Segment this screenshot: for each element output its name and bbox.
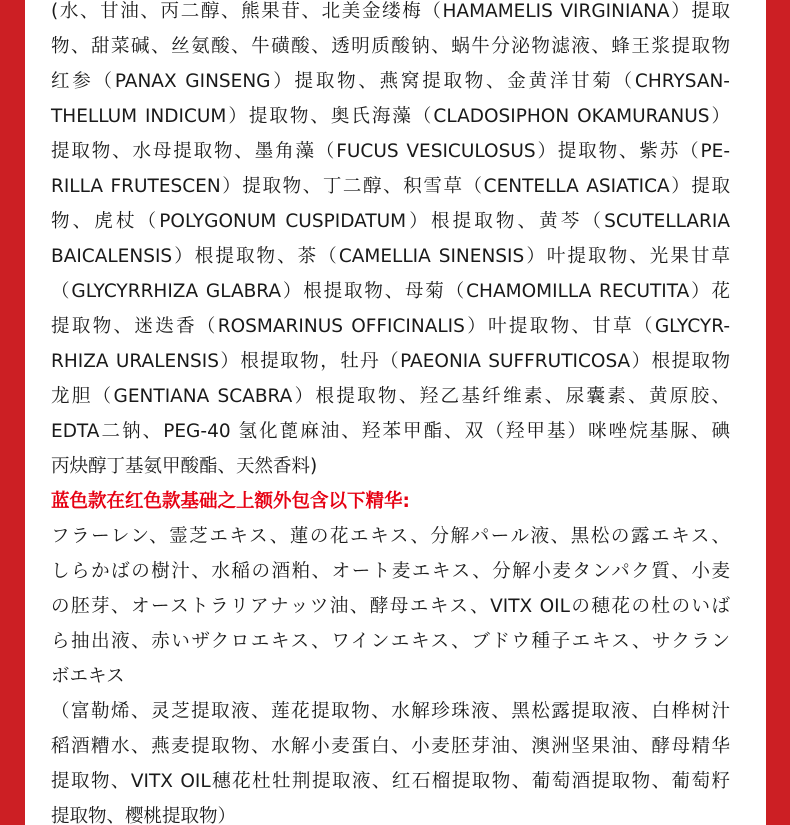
ingredient-line: 丙炔醇丁基氨甲酸酯、天然香料) [51, 456, 318, 477]
ingredient-line-jp: フラーレン、霊芝エキス、蓮の花エキス、分解パール液、黒松の露エキス、 [51, 526, 730, 547]
ingredient-line-jp: しらかばの樹汁、水稲の酒粕、オート麦エキス、分解小麦タンパク質、小麦 [51, 561, 730, 582]
ingredient-line-jp: の胚芽、オーストラリアナッツ油、酵母エキス、VITX OILの穂花の杜のいば [51, 596, 730, 617]
ingredient-line: BAICALENSIS）根提取物、茶（CAMELLIA SINENSIS）叶提取物、光果甘草 [51, 246, 730, 267]
ingredient-line: 红参（PANAX GINSENG）提取物、燕窝提取物、金黄洋甘菊（CHRYSAN- [51, 71, 730, 92]
ingredient-line-jp: ら抽出液、赤いザクロエキス、ワインエキス、ブドウ種子エキス、サクラン [51, 631, 730, 652]
ingredient-line: EDTA二钠、PEG-40 氢化蓖麻油、羟苯甲酯、双（羟甲基）咪唑烷基脲、碘 [51, 421, 730, 442]
ingredient-line: 物、虎杖（POLYGONUM CUSPIDATUM）根提取物、黄芩（SCUTELLARIA [51, 211, 730, 232]
ingredient-line: 提取物、迷迭香（ROSMARINUS OFFICINALIS）叶提取物、甘草（GLYCYR- [51, 316, 730, 337]
ingredient-line: 提取物、水母提取物、墨角藻（FUCUS VESICULOSUS）提取物、紫苏（PE- [51, 141, 730, 162]
ingredient-line: 龙胆（GENTIANA SCABRA）根提取物、羟乙基纤维素、尿囊素、黄原胶、 [51, 386, 730, 407]
ingredient-line-cn: 提取物、VITX OIL穗花杜牡荆提取液、红石榴提取物、葡萄酒提取物、葡萄籽 [51, 771, 730, 792]
ingredient-line: THELLUM INDICUM）提取物、奥氏海藻（CLADOSIPHON OKAMURANUS） [51, 106, 730, 127]
ingredient-line: RHIZA URALENSIS）根提取物，牡丹（PAEONIA SUFFRUTICOSA）根提取物 [51, 351, 730, 372]
ingredient-line: RILLA FRUTESCEN）提取物、丁二醇、积雪草（CENTELLA ASIATICA）提取 [51, 176, 730, 197]
ingredient-line-cn: 稻酒糟水、燕麦提取物、水解小麦蛋白、小麦胚芽油、澳洲坚果油、酵母精华 [51, 736, 730, 757]
blue-variant-heading: 蓝色款在红色款基础之上额外包含以下精华: [51, 491, 410, 512]
ingredient-line-jp: ボエキス [51, 666, 125, 687]
ingredient-line: （GLYCYRRHIZA GLABRA）根提取物、母菊（CHAMOMILLA RECUTITA）花 [51, 281, 730, 302]
ingredient-line-cn: （富勒烯、灵芝提取液、莲花提取物、水解珍珠液、黑松露提取液、白桦树汁 [51, 701, 730, 722]
ingredient-line-cn: 提取物、樱桃提取物） [51, 806, 237, 825]
ingredient-line: (水、甘油、丙二醇、熊果苷、北美金缕梅（HAMAMELIS VIRGINIANA）提取 [51, 1, 730, 22]
content-panel [25, 0, 766, 825]
ingredients-text [51, 0, 730, 825]
ingredient-line: 物、甜菜碱、丝氨酸、牛磺酸、透明质酸钠、蜗牛分泌物滤液、蜂王浆提取物 [51, 36, 730, 57]
